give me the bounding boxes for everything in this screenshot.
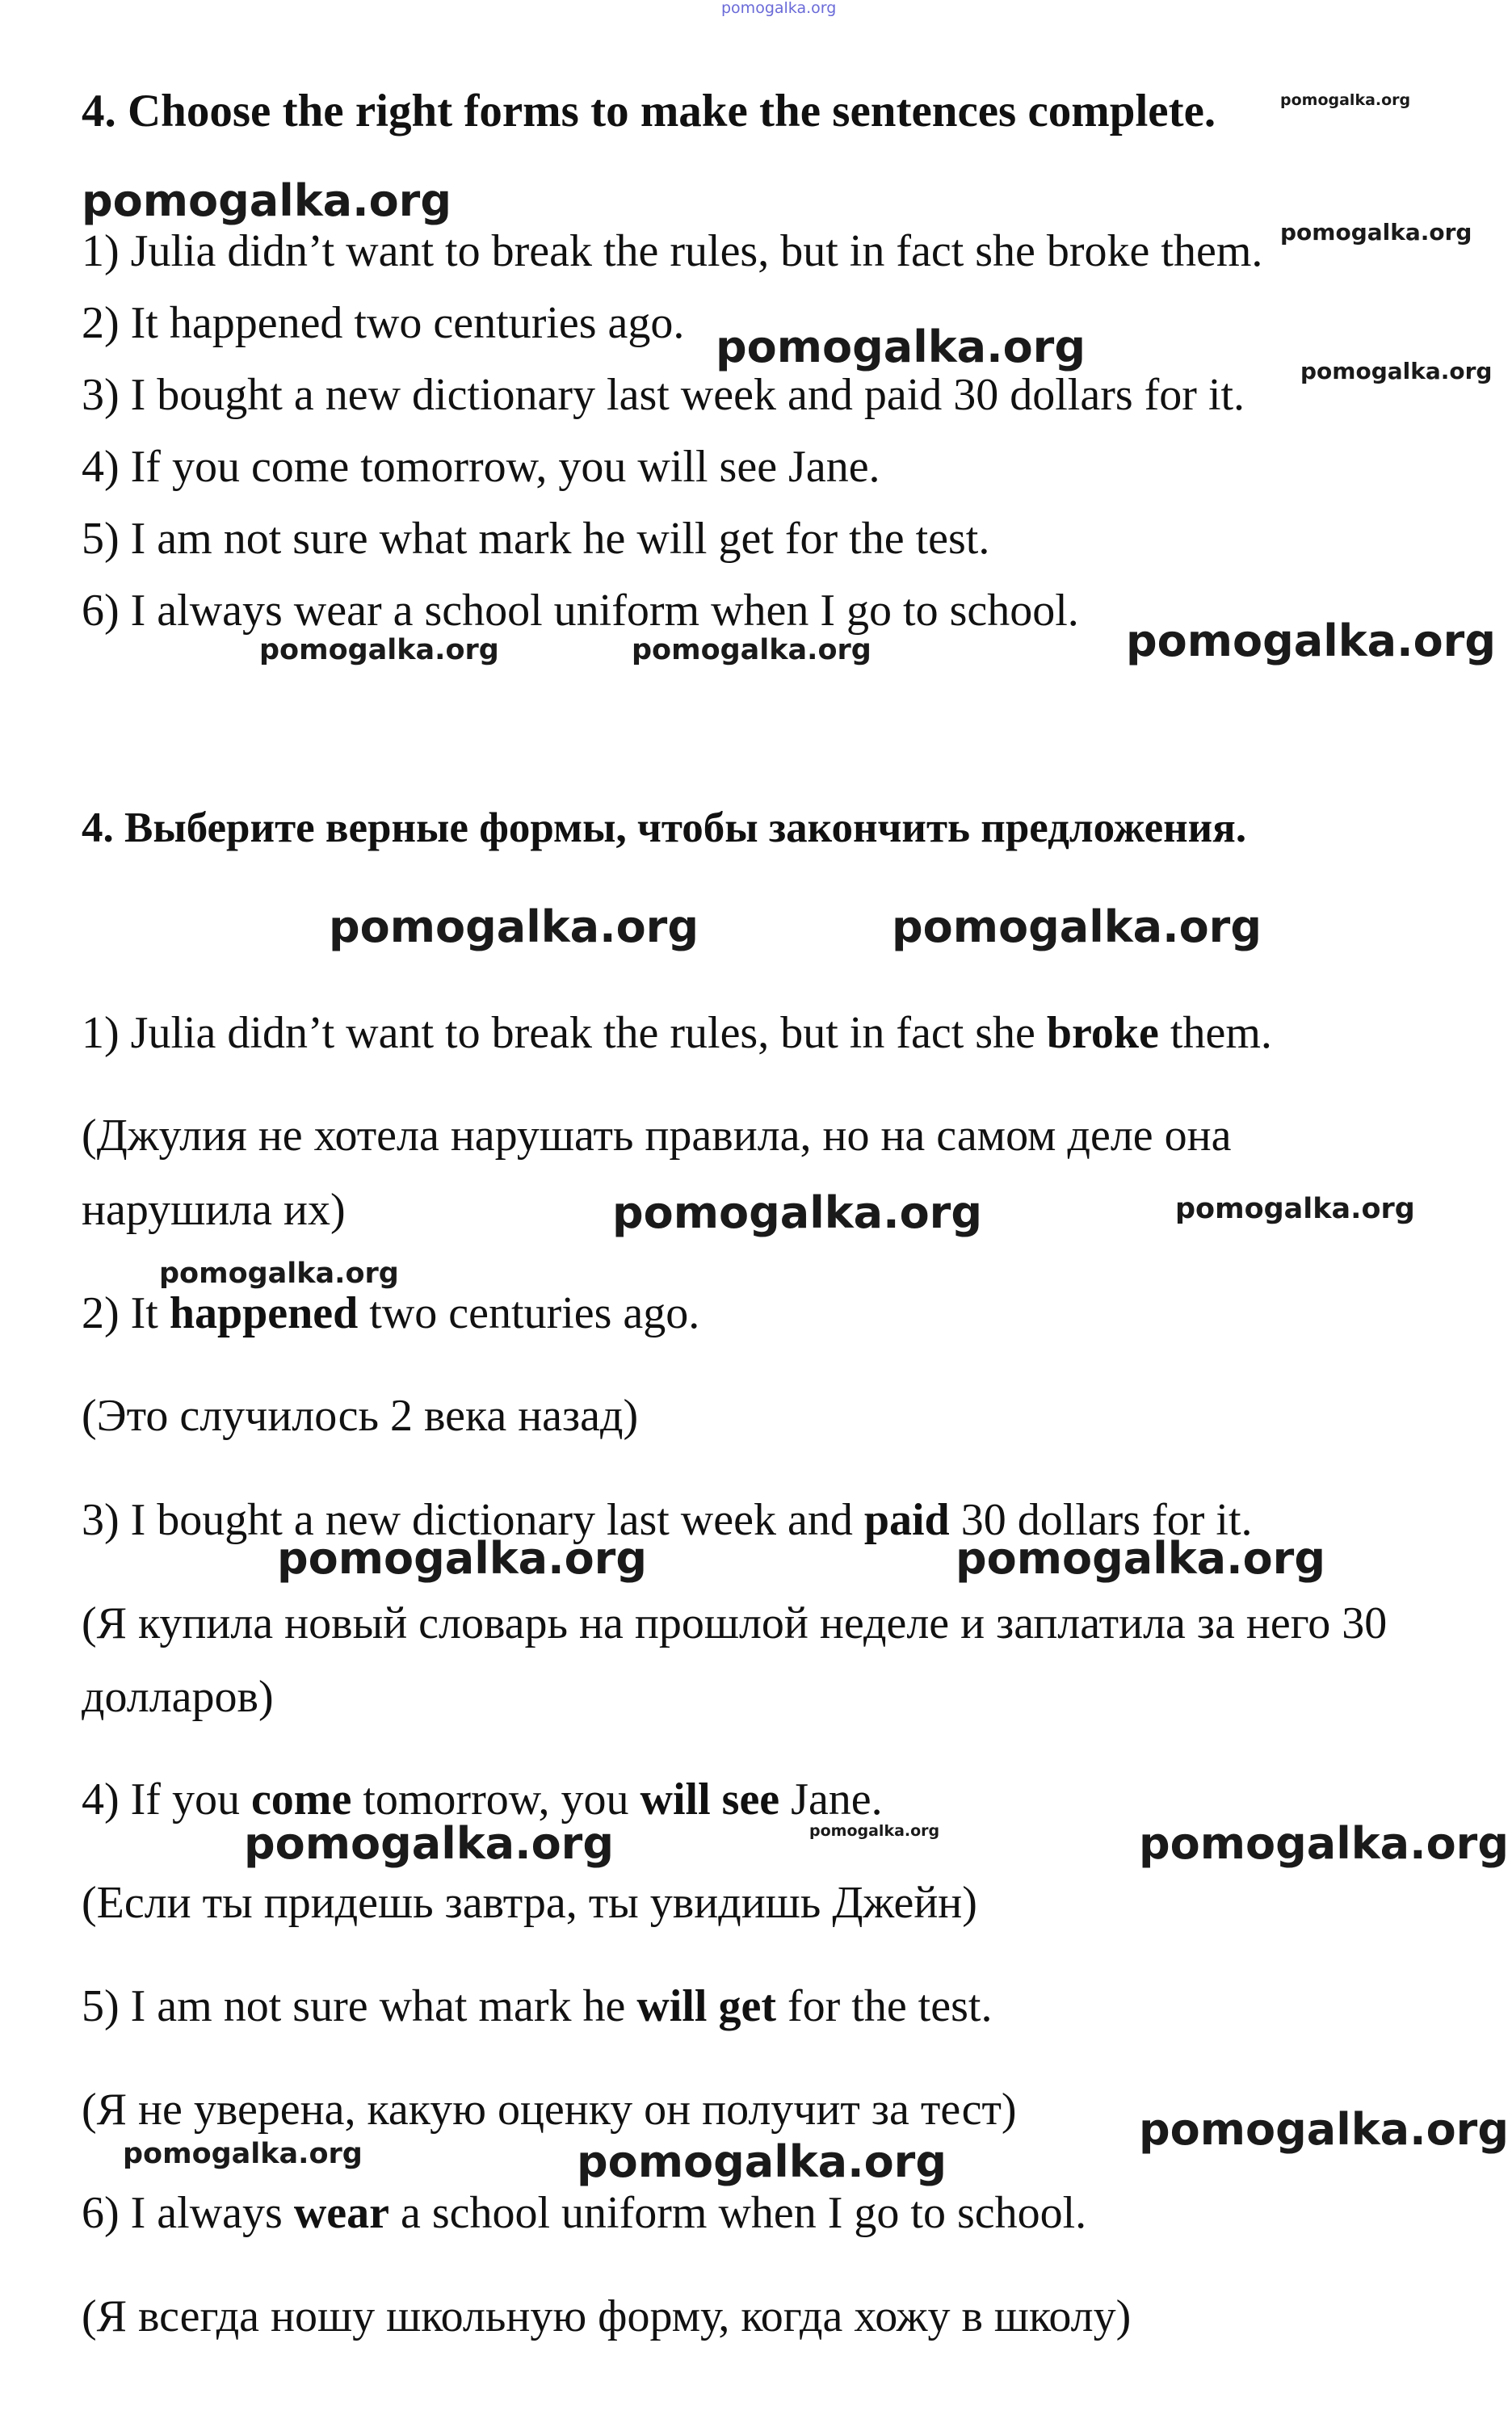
answer-5 xyxy=(82,1980,992,2034)
translation-2: (Это случилось 2 века назад) xyxy=(82,1391,639,1441)
answer-4-mid: tomorrow, you xyxy=(351,1774,640,1825)
watermark: pomogalka.org xyxy=(259,634,499,666)
answer-4-verb-2: will see xyxy=(640,1774,780,1825)
russian-heading: 4. Выберите верные формы, чтобы закончить предложения. xyxy=(82,804,1247,851)
english-sentence-2: 2) It happened two centuries ago. xyxy=(82,298,685,348)
watermark: pomogalka.org xyxy=(956,1533,1325,1584)
answer-6-pre: 6) I always xyxy=(82,2188,294,2238)
watermark: pomogalka.org xyxy=(329,901,699,952)
watermark: pomogalka.org xyxy=(244,1818,614,1869)
answer-1-verb: broke xyxy=(1046,1008,1159,1058)
translation-6: (Я всегда ношу школьную форму, когда хожу в школу) xyxy=(82,2291,1132,2341)
answer-4-verb-1: come xyxy=(250,1774,352,1825)
translation-3-line-2: долларов) xyxy=(82,1672,274,1722)
answer-6 xyxy=(82,2186,1086,2240)
english-heading: 4. Choose the right forms to make the sentences complete. xyxy=(82,86,1216,136)
english-sentence-4: 4) If you come tomorrow, you will see Jane. xyxy=(82,442,880,492)
english-sentence-3: 3) I bought a new dictionary last week and paid 30 dollars for it. xyxy=(82,370,1245,420)
watermark: pomogalka.org xyxy=(277,1533,647,1584)
answer-5-pre: 5) I am not sure what mark he xyxy=(82,1981,637,2031)
watermark: pomogalka.org xyxy=(1300,358,1493,384)
watermark: pomogalka.org xyxy=(1280,91,1411,109)
watermark: pomogalka.org xyxy=(632,634,872,666)
english-sentence-1: 1) Julia didn’t want to break the rules, but in fact she broke them. xyxy=(82,226,1263,276)
answer-4-post: Jane. xyxy=(779,1774,883,1825)
watermark: pomogalka.org xyxy=(721,0,837,17)
watermark: pomogalka.org xyxy=(82,175,452,226)
translation-3-line-1: (Я купила новый словарь на прошлой неделе и заплатила за него 30 xyxy=(82,1598,1388,1648)
english-sentence-5: 5) I am not sure what mark he will get for the test. xyxy=(82,514,990,564)
translation-5: (Я не уверена, какую оценку он получит за тест) xyxy=(82,2085,1017,2135)
translation-1-line-1: (Джулия не хотела нарушать правила, но на самом деле она xyxy=(82,1111,1232,1161)
english-sentence-6: 6) I always wear a school uniform when I go to school. xyxy=(82,586,1079,636)
answer-4-pre: 4) If you xyxy=(82,1774,251,1825)
watermark: pomogalka.org xyxy=(716,321,1086,372)
translation-1-line-2: нарушила их) xyxy=(82,1185,346,1235)
answer-3-pre: 3) I bought a new dictionary last week and xyxy=(82,1495,864,1545)
answer-1-post: them. xyxy=(1158,1008,1272,1058)
watermark: pomogalka.org xyxy=(1139,2104,1509,2155)
watermark: pomogalka.org xyxy=(809,1822,940,1840)
answer-2-pre: 2) It xyxy=(82,1288,170,1338)
answer-6-verb: wear xyxy=(293,2188,389,2238)
watermark: pomogalka.org xyxy=(1280,219,1472,246)
answer-1 xyxy=(82,1006,1272,1060)
answer-2-post: two centuries ago. xyxy=(358,1288,700,1338)
watermark: pomogalka.org xyxy=(123,2138,363,2170)
watermark: pomogalka.org xyxy=(1139,1818,1509,1869)
watermark: pomogalka.org xyxy=(892,901,1262,952)
watermark: pomogalka.org xyxy=(159,1258,399,1290)
answer-2 xyxy=(82,1287,699,1341)
watermark: pomogalka.org xyxy=(1175,1193,1415,1225)
answer-1-pre: 1) Julia didn’t want to break the rules, but in fact she xyxy=(82,1008,1047,1058)
translation-4: (Если ты придешь завтра, ты увидишь Джейн) xyxy=(82,1878,977,1928)
watermark: pomogalka.org xyxy=(1126,615,1496,666)
answer-3-post: 30 dollars for it. xyxy=(949,1495,1253,1545)
answer-2-verb: happened xyxy=(169,1288,359,1338)
answer-6-post: a school uniform when I go to school. xyxy=(388,2188,1087,2238)
answer-5-verb: will get xyxy=(636,1981,776,2031)
watermark: pomogalka.org xyxy=(612,1187,982,1238)
answer-5-post: for the test. xyxy=(775,1981,993,2031)
watermark: pomogalka.org xyxy=(577,2136,947,2187)
answer-3-verb: paid xyxy=(863,1495,950,1545)
